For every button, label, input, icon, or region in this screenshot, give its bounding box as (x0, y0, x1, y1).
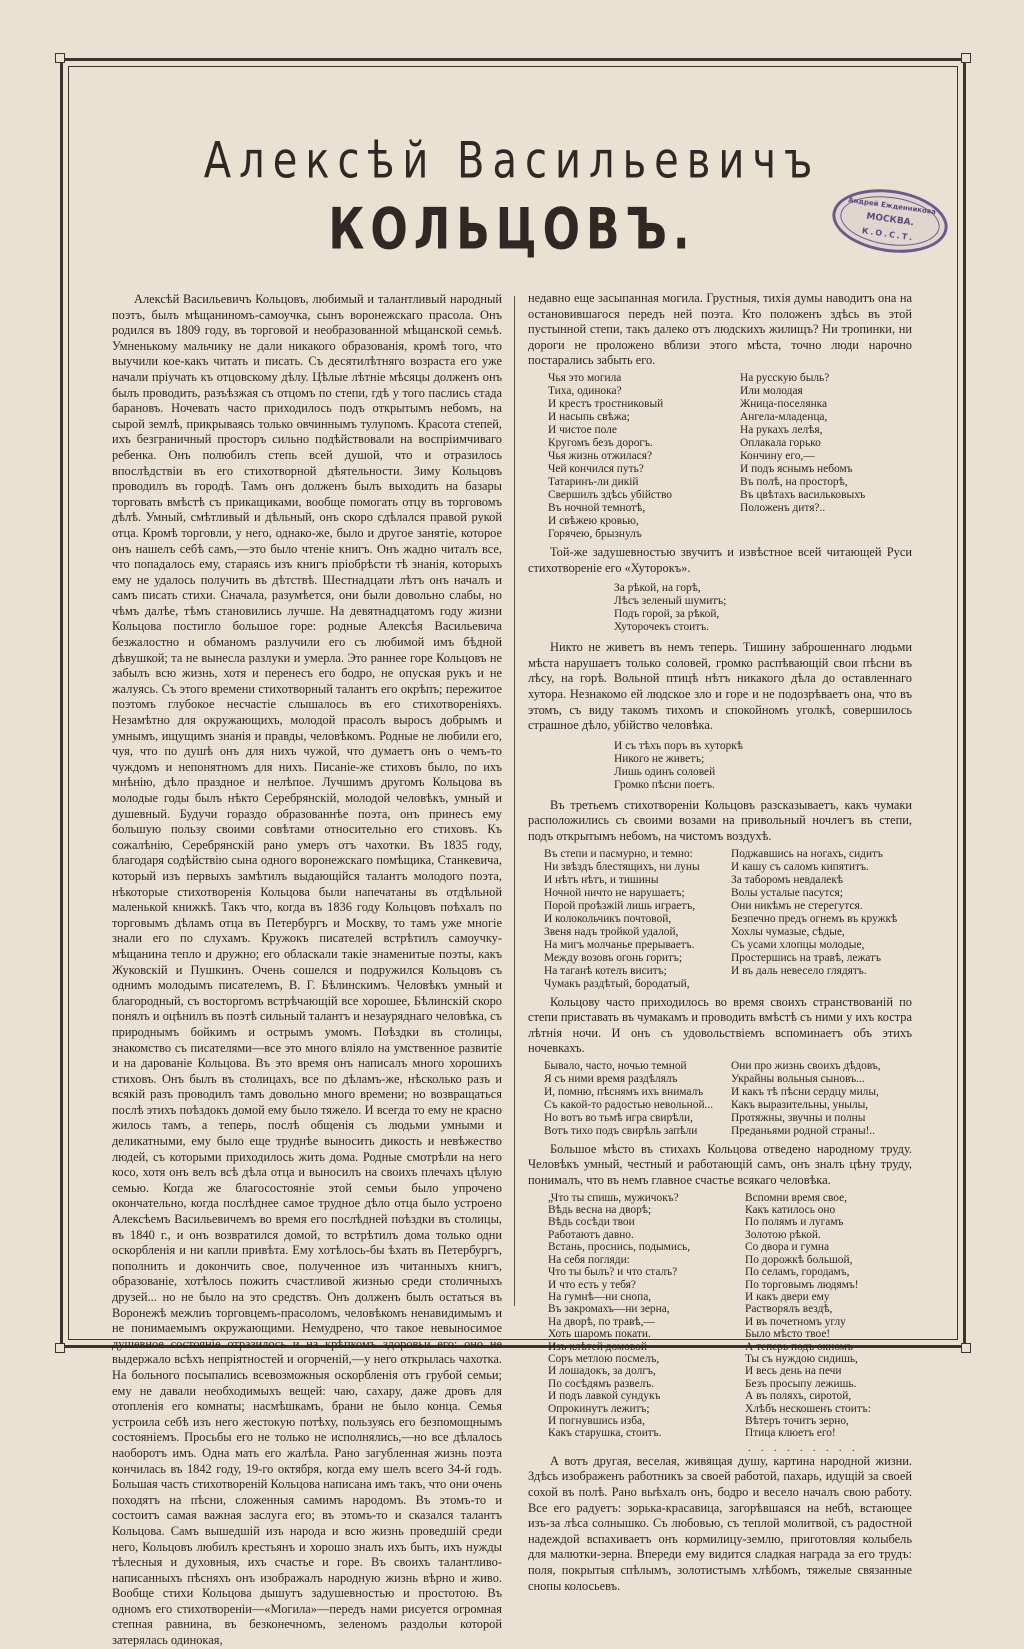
verse-line: Звеня надъ тройкой удалой, (544, 925, 679, 938)
verse-line: Вспомни время свое, (745, 1191, 847, 1204)
verse-line: Кругомъ безъ дорогъ. (548, 436, 653, 449)
verse-line: Или молодая (740, 384, 803, 397)
verse-line: Ни звѣздъ блестящихъ, ни луны (544, 860, 700, 873)
verse-line: Ангела-младенца, (740, 410, 828, 423)
verse-line: Но вотъ во тьмѣ игра свирѣли, (544, 1111, 693, 1124)
verse-line: Хлѣбъ нескошенъ стоитъ: (745, 1402, 871, 1415)
verse-line: Въ закромахъ—ни зерна, (548, 1303, 670, 1316)
left-column (112, 292, 502, 1649)
paragraph-khutorok-intro: Той-же задушевностью звучитъ и извѣстное всей читающей Руси стихотвореніе его «Хуторокъ». (528, 544, 912, 575)
verse-column-right (715, 1192, 912, 1440)
verse-line: И крестъ тростниковый (548, 397, 664, 410)
verse-line: На гумнѣ—ни снопа, (548, 1290, 652, 1303)
verse-line: Тиха, одинока? (548, 384, 622, 397)
verse-line: Поджавшись на ногахъ, сидитъ (731, 847, 883, 860)
verse-line: И подъ лавкой сундукъ (548, 1390, 661, 1403)
verse-line: Ночной ничто не нарушаетъ; (544, 886, 685, 899)
verse-column-right (725, 848, 912, 991)
verse-line: Горячею, брызнулъ (548, 527, 642, 540)
verse-line: Украйны вольныя сыновъ... (731, 1072, 865, 1085)
verse-line: По сосѣдямъ развелъ. (548, 1377, 655, 1390)
verse-line: Работаютъ давно. (548, 1228, 634, 1241)
verse-column-right (720, 372, 912, 541)
paragraph-chumaki-intro: Въ третьемъ стихотвореніи Кольцовъ разсказываетъ, какъ чумаки расположились съ своими возами на привольный ночлегъ въ степи, подъ открытымъ небомъ, на чистомъ воздухѣ. (528, 797, 912, 843)
verse-line: За рѣкой, на горѣ, (614, 582, 701, 595)
verse-line: Протяжны, звучны и полны (731, 1111, 866, 1124)
paragraph-labour: Большое мѣсто въ стихахъ Кольцова отведено народному труду. Человѣкъ умный, честный и работающій самъ, онъ зналъ цѣну труду, понималъ, что въ немъ главное счастье всякаго человѣка. (528, 1141, 912, 1188)
verse-mogila (528, 372, 912, 541)
verse-line: На дворѣ, по травѣ,— (548, 1315, 655, 1328)
verse-line: Лишь одинъ соловей (614, 765, 716, 778)
verse-khutorok (614, 582, 912, 634)
corner-ornament (961, 1343, 971, 1353)
verse-line: Безпечно предъ огнемъ въ кружкѣ (731, 912, 898, 925)
verse-line: Было мѣсто твое! (745, 1328, 831, 1341)
verse-line: На рукахъ лелѣя, (740, 423, 823, 436)
verse-line: Порой проѣзжій лишь играетъ, (544, 899, 696, 912)
verse-line: По торговымъ людямъ! (745, 1278, 859, 1291)
verse-line: И лошадокъ, за долгъ, (548, 1365, 656, 1378)
biography-paragraph: Алексѣй Васильевичъ Кольцовъ, любимый и талантливый народный поэтъ, былъ мѣщаниномъ-самоучка, сынъ воронежскаго прасола. Онъ родился въ 1809 году, въ торговой и необразованной мѣщанской семьѣ. Умненькому мальчику не дали никакого образованія, кромѣ того, что выучили кое-какъ читать и писать. Съ десятилѣтняго возраста его уже начали пріучать къ отцовскому дѣлу. Цѣлые лѣтніе мѣсяцы долженъ онъ былъ проводить, разъѣзжая съ отцомъ по степи, гдѣ у того паслись стада барановъ. Ночевать часто приходилось подъ открытымъ небомъ, на сырой землѣ, прикрываясь только овчиннымъ тулупомъ. Красота степей, ихъ безграничный просторъ сильно подѣйствовали на воспріимчиваго ребенка. Онъ полюбилъ степь всей душой, что и отразилось впослѣдствіи въ его стихотворной дѣятельности. Зиму Кольцовъ проводилъ въ городѣ. Тамъ онъ долженъ былъ выходить на базары торговать вмѣстѣ съ прикащиками, вообще помогать отцу въ торговомъ дѣлѣ. Умный, смѣтливый и дѣльный, онъ скоро сдѣлался правой рукой отца. Кромѣ торговли, у него, однако-же, было и другое занятіе, которое онъ нашелъ себѣ самъ,—это было чтеніе книгъ. Онъ жадно читалъ все, что попадалось ему, стараясь изъ книгъ пріобрѣсти тѣ знанія, которыхъ ему не удалось получить въ дѣтствѣ. Шестнадцати лѣтъ онъ началъ и самъ писать стихи. Сначала, разумѣется, они были довольно слабы, но чѣмъ далѣе, тѣмъ становились лучше. На девятнадцатомъ году жизни Кольцова постигло большое горе: родные Алексѣя Васильевича безжалостно и обманомъ разлучили его съ любимой имъ бѣдной дѣвушкой; та не вынесла разлуки и умерла. Это раннее горе Кольцовъ не забылъ всю жизнь, хотя и перенесъ его бодро, не опуская рукъ и не жалуясь. Съ этого времени стихотворный талантъ его окрѣпъ; пережитое поэтомъ глубокое несчастіе слышалось въ его стихотвореніяхъ. Незамѣтно для окружающихъ, молодой прасолъ выросъ добрымъ и умнымъ, ищущимъ знанія и правды, человѣкомъ. Родные не любили его, чуя, что по душѣ онъ для нихъ чужой, что думаетъ онъ о чемъ-то чуждомъ и непонятномъ для нихъ. Писаніе-же стиховъ было, по ихъ мнѣнію, дѣло праздное и нелѣпое. Лучшимъ другомъ Кольцова въ молодые годы былъ нѣкто Серебрянскій, молодой человѣкъ, умный и душевный. Будучи гораздо образованнѣе поэта, онъ принесъ ему большую пользу своими совѣтами относительно его стиховъ. Къ сожалѣнію, Серебрянскій рано умеръ отъ чахотки. Въ 1835 году, благодаря содѣйствію сына одного воронежскаго помѣщика, Станкевича, который изъ первыхъ замѣтилъ выдающійся талантъ молодого поэта, нѣкоторые стихотворенія Кольцова были напечатаны въ отдѣльной маленькой книжкѣ. Такъ что, когда въ 1836 году Кольцовъ поѣхалъ по торговымъ дѣламъ отца въ Петербургъ и Москву, то тамъ уже многіе знали его по слухамъ. Кружокъ писателей встрѣтилъ самоучку-мѣщанина тепло и дружно; его обласкали такіе знаменитые поэты, какъ Жуковскій и Пушкинъ. Очень сошелся и подружился Кольцовъ съ однимъ молодымъ писателемъ, В. Г. Бѣлинскимъ. Человѣкъ умный и благородный, съ восторгомъ встрѣчающій все хорошее, Бѣлинскій скоро понялъ и оцѣнилъ въ поэтѣ сильный талантъ и незауряднаго человѣка, съ природнымъ бойкимъ и острымъ умомъ. Поѣздки въ столицы, знакомство съ писателями—все это много вліяло на умственное развитіе и на дарованіе Кольцова. Въ это время онъ написалъ много хорошихъ стиховъ. Онъ былъ въ столицахъ, все по дѣламъ-же, нѣсколько разъ и всякій разъ проводилъ тамъ довольно много времени; но возвращаться послѣ этихъ поѣздокъ домой ему было тяжело. И всегда то ему не красно жилось тамъ, а теперь, послѣ общенія съ людьми умными и деликатными, ему было еще труднѣе выносить дикость и невѣжество людей, съ которыми приходилось жить дома. Родные смотрѣли на него косо, хотя онъ велъ всѣ дѣла отца и выносилъ на своихъ плечахъ цѣлую семью. Когда же благосостояніе этой семьи было упрочено окончательно, когда послѣднее самое трудное дѣло отца было устроено Алексѣемъ Васильевичемъ во время его послѣдней поѣздки въ столицы, въ 1840 г., и онъ возвратился домой, то встрѣтилъ дома только одни оскорбленія и ни капли привѣта. Ему хотѣлось-бы ѣхать въ Петербургъ, пополнить и докончить свое, полученное изъ читанныхъ книгъ, образованіе, хотѣлось пожить счастливой жизнью среди столичныхъ друзей... но не было на это средствъ. Онъ долженъ былъ остаться въ Воронежѣ межлиъ торговцемъ-прасоломъ, человѣкомъ ненавидимымъ и не понимаемымъ окружающими. Немудрено, что такое невыносимое душевное состояніе отразилось и на крѣпкомъ здоровьи его: оно не выдержало всѣхъ непріятностей и огорченій,—у него открылась чахотка. На больного посыпались всевозможныя оскорбленія отъ грубой семьи; ему не давали необходимыхъ вещей: чаю, сахару, даже дровъ для отопленія его комнаты; насмѣшкамъ, брани не было конца. Семья устроила себѣ изъ него жестокую потѣху, пользуясь его безпомощнымъ состояніемъ. Просьбы его не только не исполнялись,—но все дѣлалось наоборотъ имъ. Одна мать его жалѣла. Рано загубленная жизнь поэта кончилась въ 1842 году, 19-го октября, когда ему шелъ всего 34-й годъ. Большая часть стихотвореній Кольцова написана имъ такъ, что они очень походятъ на пѣсни, сложенныя самимъ народомъ. Въ этомъ-то и состоитъ самая важная заслуга его; въ этомъ-то и сказался талантъ Кольцова. Самъ вышедшій изъ народа и всю жизнь проведшій среди него, Кольцовъ любилъ крестьянъ и хорошо зналъ ихъ быть, ихъ нужды тѣлесныя и духовныя, ихъ счастье и горе. Въ своихъ талантливо-написанныхъ пѣсняхъ онъ изображалъ народную жизнь вѣрно и живо. Вообще стихи Кольцова дышутъ задушевностью и простотою. Въ одномъ его стихотвореніи—«Могила»—передъ нами рисуется огромная степная равнина, въ безконечномъ, зеленомъ раздольи которой затерялась одинокая, (112, 292, 502, 1648)
library-stamp: Андрей Ежденникова МОСКВА. К.О.С.Т. (828, 182, 951, 260)
verse-line: Въ полѣ, на просторѣ, (740, 475, 848, 488)
verse-line: Татаринъ-ли дикій (548, 475, 639, 488)
verse-line: Они про жизнь своихъ дѣдовъ, (731, 1059, 881, 1072)
verse-line: А теперь подъ окномъ (745, 1340, 853, 1353)
verse-line: И что есть у тебя? (548, 1278, 636, 1291)
verse-chumaki (528, 848, 912, 991)
verse-line: И погнувшись изба, (548, 1414, 645, 1427)
verse-line: Волы усталые пасутся; (731, 886, 843, 899)
verse-line: Чумакъ раздѣтый, бородатый, (544, 977, 690, 990)
verse-line: Птица клюетъ его! (745, 1427, 836, 1440)
verse-line: Вѣдь сосѣди твои (548, 1216, 635, 1229)
verse-line: И подъ яснымъ небомъ (740, 462, 853, 475)
verse-line: Простершись на травѣ, лежатъ (731, 951, 882, 964)
verse-line: Безъ просыпу лежишь. (745, 1377, 857, 1390)
verse-line: Вотъ тихо подъ свирѣль запѣли (544, 1124, 698, 1137)
verse-line: „Что ты спишь, мужичокъ? (548, 1191, 679, 1204)
verse-line: По дорожкѣ большой, (745, 1253, 853, 1266)
verse-muzhichok (528, 1192, 912, 1440)
verse-line: Я съ ними время раздѣлялъ (544, 1072, 678, 1085)
verse-line: Растворялъ вездѣ, (745, 1303, 833, 1316)
verse-line: По селамъ, городамъ, (745, 1266, 850, 1279)
verse-line: Хохлы чумазые, сѣдые, (731, 925, 845, 938)
verse-line: Съ какой-то радостью невольной... (544, 1098, 714, 1111)
verse-line: Никого не живетъ; (614, 752, 705, 765)
verse-line: Вѣтеръ точитъ зерно, (745, 1414, 849, 1427)
verse-line: Свершилъ здѣсь убійство (548, 488, 672, 501)
verse-line: Положенъ дитя?.. (740, 501, 826, 514)
verse-line: Громко пѣсни поетъ. (614, 778, 715, 791)
verse-line: Чья это могила (548, 371, 622, 384)
verse-line: Кончину его,— (740, 449, 815, 462)
corner-ornament (961, 53, 971, 63)
verse-line: Въ ночной темнотѣ, (548, 501, 646, 514)
verse-line: Что ты былъ? и что сталъ? (548, 1266, 678, 1279)
verse-line: И нѣтъ нѣтъ, и тишины (544, 873, 659, 886)
verse-line: За таборомъ невдалекѣ (731, 873, 844, 886)
verse-line: И насыпь свѣжа; (548, 410, 630, 423)
verse-line: Они никѣмъ не стерегутся. (731, 899, 863, 912)
verse-line: И кашу съ саломъ кипятитъ. (731, 860, 869, 873)
verse-line: Золотою рѣкой. (745, 1228, 821, 1241)
verse-line: Преданьями родной страны!.. (731, 1124, 876, 1137)
verse-line: И съ тѣхъ поръ въ хуторкѣ (614, 739, 743, 752)
verse-line: И свѣжею кровью, (548, 514, 639, 527)
verse-line: Подъ горой, за рѣкой, (614, 608, 720, 621)
title-name: Алексѣй Васильевичъ (203, 132, 821, 190)
verse-line: Въ степи и пасмурно, и темно: (544, 847, 693, 860)
verse-line: Жница-поселянка (740, 397, 828, 410)
verse-line: И колокольчикъ почтовой, (544, 912, 672, 925)
verse-column-right (725, 1060, 912, 1138)
paragraph-grave: недавно еще засыпанная могила. Грустныя, тихія думы наводитъ она на остановившагося передъ ней поэта. Кто положенъ здѣсь въ этой пустынной степи, такъ далеко отъ людскихъ жилищъ? Ни тропинки, ни дороги не проложено вблизи этого мѣста, точно люди нарочно постарались забыть его. (528, 291, 912, 368)
verse-line: Со двора и гумна (745, 1241, 830, 1254)
verse-line: Лѣсъ зеленый шумитъ; (614, 595, 727, 608)
verse-line: Какъ выразительны, унылы, (731, 1098, 869, 1111)
verse-line: И въ даль невесело глядятъ. (731, 964, 867, 977)
verse-line: По полямъ и лугамъ (745, 1216, 844, 1229)
verse-line: На мигъ молчанье прерываетъ. (544, 938, 695, 951)
verse-line: И какъ тѣ пѣсни сердцу милы, (731, 1085, 879, 1098)
verse-khutorok-ending (614, 740, 912, 792)
corner-ornament (55, 53, 65, 63)
verse-line: И какъ двери ему (745, 1290, 830, 1303)
verse-line: Чья жизнь отжилася? (548, 449, 653, 462)
verse-line: Въ цвѣтахъ васильковыхъ (740, 488, 866, 501)
verse-line: Чей кончился путь? (548, 462, 644, 475)
verse-line: И въ почетномъ углу (745, 1315, 846, 1328)
paragraph-chumaki: Кольцову часто приходилось во время своихъ странствованій по степи приставать въ чумакамъ и проводить вмѣстѣ съ ними у ихъ костра лѣтнія ночи. И онъ съ удовольствіемъ вспоминаетъ объ этихъ ночевкахъ. (528, 994, 912, 1056)
verse-line: На русскую быль? (740, 371, 830, 384)
verse-line: Съ усами хлопцы молодые, (731, 938, 865, 951)
verse-line: А въ поляхъ, сиротой, (745, 1390, 852, 1403)
verse-line: Оплакала горько (740, 436, 821, 449)
column-divider (514, 296, 515, 1306)
verse-line: И весь день на печи (745, 1365, 842, 1378)
verse-line: Опрокинутъ лежитъ; (548, 1402, 650, 1415)
verse-line: Хуторочекъ стоитъ. (614, 621, 709, 634)
paragraph-ploughman: А вотъ другая, веселая, живящая душу, картина народной жизни. Здѣсь изображенъ работникъ за своей работой, пахарь, идущій за своей сохой въ полѣ. Рано выѣхалъ онъ, бодро и весело началъ свою работу. Все его радуетъ: зорька-красавица, загорѣвшаяся на небѣ, встающее изъ-за лѣса солнышко. Съ любовью, съ теплой молитвой, съ радостной надеждой вспахиваетъ онъ кормилицу-землю, приготовляя колыбель для малютки-зерна. Впереди ему видится сладкая награда за его трудъ: поля, покрытыя спѣлымъ, золотистымъ хлѣбомъ, тяжелые связанные снопы колосьевъ. (528, 1453, 912, 1593)
verse-column-left (544, 1060, 725, 1138)
verse-line: Вѣдь весна на дворѣ; (548, 1204, 652, 1217)
verse-line: Какъ катилось оно (745, 1204, 836, 1217)
verse-line: Между возовъ огонь горитъ; (544, 951, 683, 964)
verse-line: Встань, проснись, подымись, (548, 1241, 691, 1254)
verse-line: Соръ метлою посмелъ, (548, 1352, 660, 1365)
paragraph-khutorok: Никто не живетъ въ немъ теперь. Тишину заброшеннаго людьми мѣста нарушаетъ только соловей, громко распѣвающій свои пѣсни въ лѣсу, на горѣ. Вольной птицѣ нѣтъ никакого дѣла до оставленнаго хутора. Незнакомо ей людское зло и горе и не подозрѣваетъ она, что въ этомъ, съ виду такомъ тихомъ и спокойномъ уголкѣ, совершилось страшное дѣло, убійство человѣка. (528, 640, 912, 733)
verse-column-left (548, 372, 720, 541)
verse-line: На таганѣ котелъ виситъ; (544, 964, 667, 977)
ellipsis-dots: . . . . . . . . . (748, 1442, 859, 1454)
verse-line: И чистое поле (548, 423, 617, 436)
verse-line: Изъ клѣтей домовой (548, 1340, 647, 1353)
verse-line: Хоть шаромъ покати. (548, 1328, 651, 1341)
verse-line: Бывало, часто, ночью темной (544, 1059, 687, 1072)
verse-line: И, помню, пѣснямъ ихъ внималъ (544, 1085, 704, 1098)
title-surname: КОЛЬЦОВЪ. (328, 196, 696, 263)
right-column (528, 291, 912, 1594)
verse-column-left (544, 848, 725, 991)
verse-line: Какъ старушка, стоитъ. (548, 1427, 662, 1440)
corner-ornament (55, 1343, 65, 1353)
verse-chumaki-songs (528, 1060, 912, 1138)
verse-line: На себя погляди: (548, 1253, 630, 1266)
verse-line: Ты съ нуждою сидишь, (745, 1352, 858, 1365)
verse-column-left (548, 1192, 715, 1440)
